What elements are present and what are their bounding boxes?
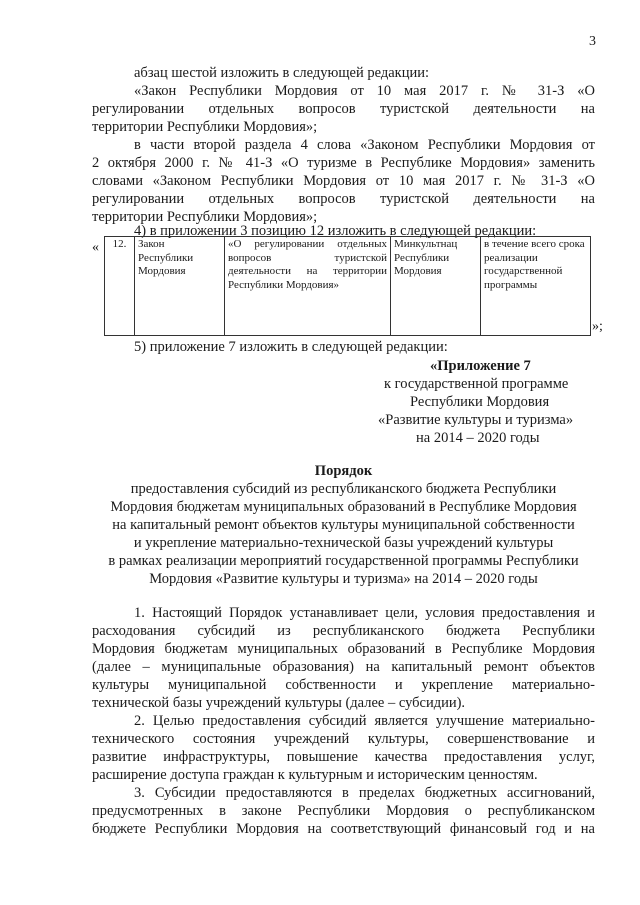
appendix-line: Республики Мордовия (410, 394, 550, 410)
paragraph-line: расширение доступа граждан к культурным и историческим ценностям. (92, 767, 538, 783)
page-number: 3 (589, 34, 596, 49)
text-line: 2 октября 2000 г. № 41-З «О туризме в Республике Мордовия» заменить (92, 155, 595, 171)
paragraph-line: (далее – муниципальные образования) на капитальный ремонт объектов (92, 659, 595, 675)
text-line: в части второй раздела 4 слова «Законом Республики Мордовия от (134, 137, 595, 153)
open-quote: « (92, 240, 99, 255)
text-line: 4) в приложении 3 позицию 12 изложить в следующей редакции: (134, 223, 537, 239)
text-line: территории Республики Мордовия»; (92, 209, 318, 225)
table-cell-term: в течение всего срока реализации государственной программы (481, 237, 591, 336)
paragraph-line: бюджете Республики Мордовия на соответствующий финансовый год и на (92, 821, 595, 837)
paragraph-line: предусмотренных в законе Республики Мордовия о республиканском (92, 803, 595, 819)
position-table (104, 236, 591, 336)
paragraph-line: 3. Субсидии предоставляются в пределах бюджетных ассигнований, (134, 785, 595, 801)
paragraph-line: 1. Настоящий Порядок устанавливает цели, условия предоставления и (134, 605, 595, 621)
order-subtitle-line: Мордовия «Развитие культуры и туризма» на 2014 – 2020 годы (149, 571, 538, 587)
appendix-title: «Приложение 7 (430, 358, 531, 374)
text-line: территории Республики Мордовия»; (92, 119, 318, 135)
text-line: «Закон Республики Мордовия от 10 мая 2017 г. № 31-З «О (134, 83, 595, 99)
paragraph-line: Мордовия бюджетам муниципальных образований в Республике Мордовия (92, 641, 595, 657)
paragraph-line: культуры муниципальной собственности и укрепление материально- (92, 677, 595, 693)
text-line: регулировании отдельных вопросов туристской деятельности на (92, 101, 595, 117)
table-cell-number: 12. (105, 237, 135, 336)
table-row (105, 237, 591, 336)
paragraph-line: развитие инфраструктуры, повышение качества предоставления услуг, (92, 749, 595, 765)
paragraph-line: технической базы учреждений культуры (далее – субсидии). (92, 695, 466, 711)
table-cell-act: Закон Республики Мордовия (135, 237, 225, 336)
text-line: регулировании отдельных вопросов туристской деятельности на (92, 191, 595, 207)
order-title: Порядок (314, 463, 373, 479)
order-subtitle-line: Мордовия бюджетам муниципальных образований в Республике Мордовия (110, 499, 577, 515)
order-subtitle-line: в рамках реализации мероприятий государственной программы Республики (108, 553, 579, 569)
paragraph-line: технического состояния учреждений культуры, совершенствование и (92, 731, 595, 747)
appendix-line: «Развитие культуры и туризма» (378, 412, 574, 428)
order-subtitle-line: предоставления субсидий из республиканского бюджета Республики (130, 481, 557, 497)
paragraph-line: 2. Целью предоставления субсидий является улучшение материально- (134, 713, 595, 729)
text-line: абзац шестой изложить в следующей редакции: (134, 65, 429, 81)
table-cell-title: «О регулировании отдельных вопросов туристской деятельности на территории Республики Мордовия» (225, 237, 391, 336)
order-subtitle-line: на капитальный ремонт объектов культуры муниципальной собственности (112, 517, 575, 533)
appendix-line: на 2014 – 2020 годы (416, 430, 540, 446)
order-subtitle-line: и укрепление материально-технической базы учреждений культуры (133, 535, 554, 551)
close-quote: »; (592, 319, 603, 334)
table-cell-executor: Минкультнац Республики Мордовия (391, 237, 481, 336)
paragraph-line: расходования субсидий из республиканского бюджета Республики (92, 623, 595, 639)
text-line: 5) приложение 7 изложить в следующей редакции: (134, 339, 448, 355)
text-line: словами «Законом Республики Мордовия от 10 мая 2017 г. № 31-З «О (92, 173, 595, 189)
appendix-line: к государственной программе (384, 376, 569, 392)
